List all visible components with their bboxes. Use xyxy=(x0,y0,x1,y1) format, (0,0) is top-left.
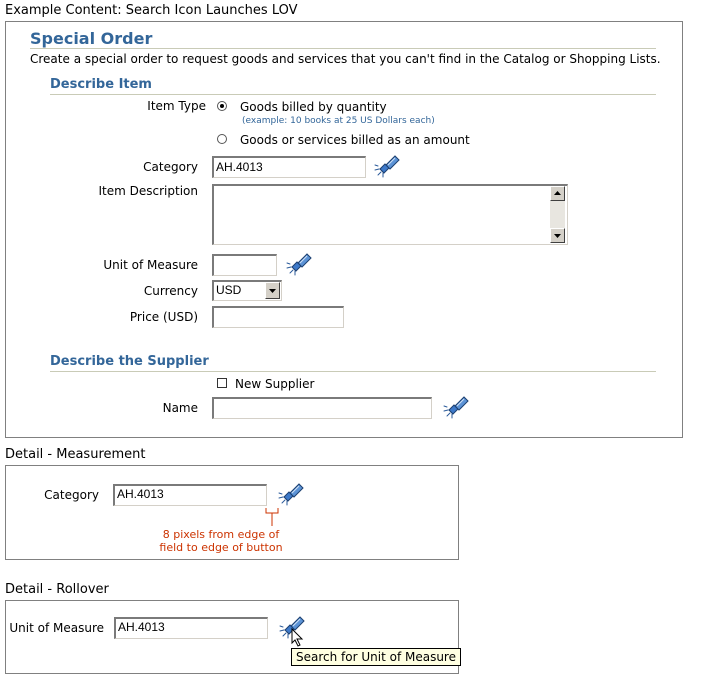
annotation-line-1: 8 pixels from edge of xyxy=(162,528,280,541)
detail-category-search-icon[interactable] xyxy=(278,482,304,506)
new-supplier-label: New Supplier xyxy=(235,377,315,391)
instruction-text: Create a special order to request goods and services that you can't find in the Catalog or Shopping Lists. xyxy=(30,52,661,66)
special-order-panel xyxy=(5,21,683,438)
page-title: Special Order xyxy=(30,29,153,48)
chevron-up-icon xyxy=(551,187,564,200)
measurement-annotation xyxy=(156,528,286,554)
annotation-line-2: field to edge of button xyxy=(159,541,283,554)
supplier-search-icon[interactable] xyxy=(443,395,469,419)
search-tooltip: Search for Unit of Measure xyxy=(291,648,461,666)
unit-of-measure-input[interactable] xyxy=(212,254,277,276)
goods-as-amount-label: Goods or services billed as an amount xyxy=(240,133,470,147)
supplier-name-label: Name xyxy=(162,401,198,415)
radio-goods-by-quantity[interactable] xyxy=(217,101,227,111)
scroll-down-button[interactable] xyxy=(550,228,565,243)
price-label: Price (USD) xyxy=(129,310,198,324)
item-description-textarea[interactable] xyxy=(212,184,568,245)
unit-of-measure-label: Unit of Measure xyxy=(103,258,198,272)
detail-category-input[interactable]: AH.4013 xyxy=(113,484,267,506)
page-caption: Example Content: Search Icon Launches LOV xyxy=(5,3,298,18)
describe-item-heading: Describe Item xyxy=(50,77,152,92)
detail-rollover-caption: Detail - Rollover xyxy=(5,582,109,597)
mouse-cursor-icon xyxy=(291,628,304,648)
describe-item-divider xyxy=(50,94,656,95)
describe-supplier-divider xyxy=(50,371,656,372)
chevron-down-icon xyxy=(266,283,279,298)
detail-unit-input[interactable]: AH.4013 xyxy=(114,617,268,639)
describe-supplier-heading: Describe the Supplier xyxy=(50,354,209,369)
currency-dropdown-button[interactable] xyxy=(265,282,280,299)
detail-measurement-caption: Detail - Measurement xyxy=(5,447,146,462)
measurement-bracket xyxy=(265,507,279,527)
detail-unit-label: Unit of Measure xyxy=(9,621,104,635)
chevron-down-icon xyxy=(551,229,564,242)
price-input[interactable] xyxy=(212,306,344,328)
category-input[interactable]: AH.4013 xyxy=(212,156,366,178)
radio-goods-as-amount[interactable] xyxy=(217,134,227,144)
category-label: Category xyxy=(143,160,198,174)
detail-measurement-panel xyxy=(5,465,459,560)
supplier-name-input[interactable] xyxy=(212,397,432,419)
scroll-up-button[interactable] xyxy=(550,186,565,201)
category-search-icon[interactable] xyxy=(374,154,400,178)
goods-by-quantity-label: Goods billed by quantity xyxy=(240,100,387,114)
description-scrollbar[interactable] xyxy=(550,186,565,243)
detail-rollover-panel xyxy=(5,600,459,674)
item-type-label: Item Type xyxy=(147,99,206,113)
title-divider xyxy=(30,48,656,49)
currency-selected-value: USD xyxy=(216,283,242,297)
item-description-label: Item Description xyxy=(98,184,198,198)
currency-label: Currency xyxy=(143,284,198,298)
unit-of-measure-search-icon[interactable] xyxy=(286,252,312,276)
detail-category-label: Category xyxy=(44,488,99,502)
quantity-example-hint: (example: 10 books at 25 US Dollars each) xyxy=(242,116,435,126)
new-supplier-checkbox[interactable] xyxy=(217,378,227,388)
